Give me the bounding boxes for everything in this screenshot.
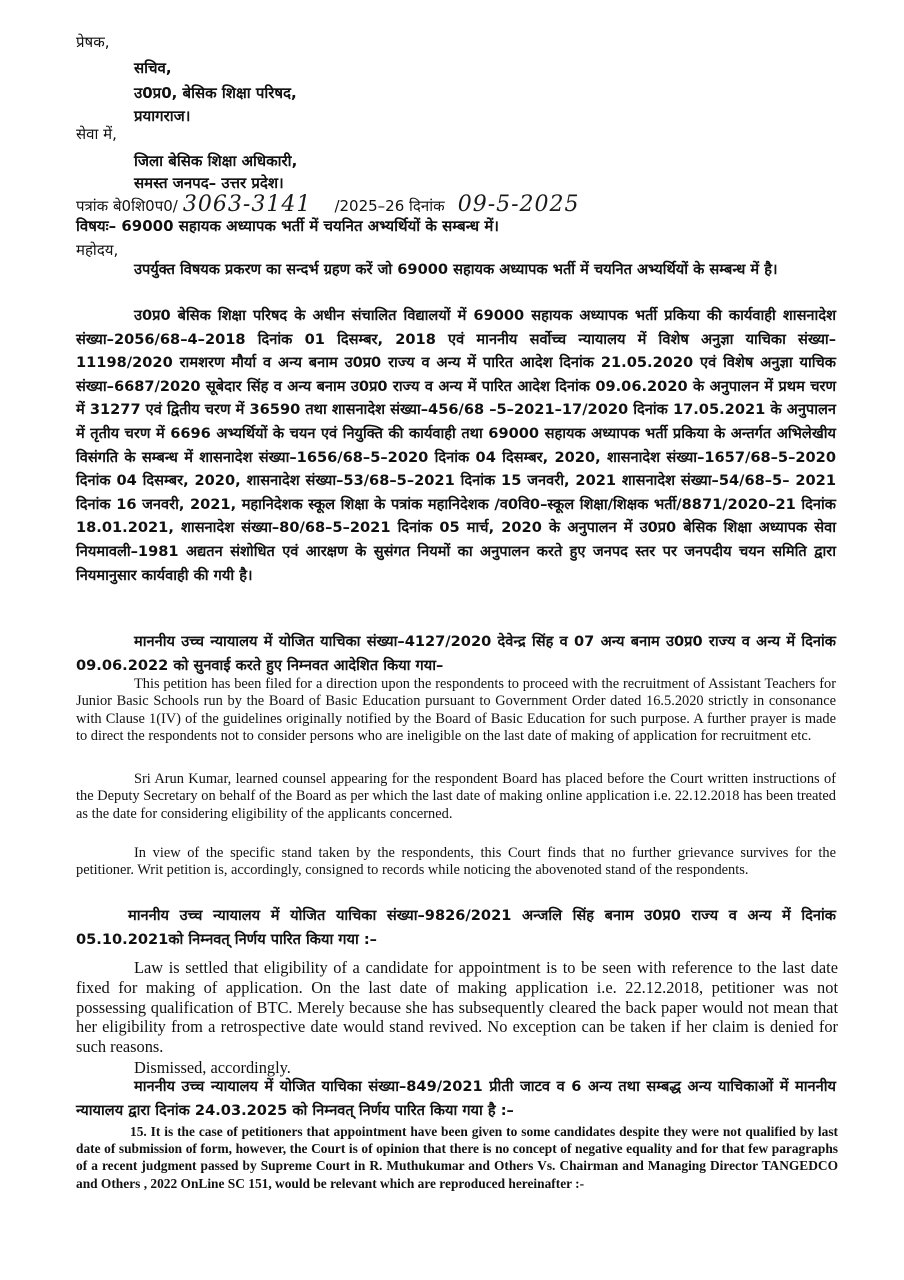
paragraph-reference: उपर्युक्त विषयक प्रकरण का सन्दर्भ ग्रहण करें जो 69000 सहायक अध्यापक भर्ती में चयनित अभ्यर्थियों के सम्बन्ध में है।: [134, 261, 778, 278]
quote-dismissed: Dismissed, accordingly.: [134, 1058, 291, 1077]
quote-judgment-9826: Law is settled that eligibility of a candidate for appointment is to be seen with reference to the last date fixed for making of application. On the last date of making application i.e. 22.12.2018, petitioner was not possessing qualification of BTC. Merely because she has subsequently cleared the back paper would not mean that her eligibility from a retrospective date would stand revived. No exception can be taken if her claim is denied for such reasons.: [76, 958, 838, 1057]
quote-petition-para-3: In view of the specific stand taken by the respondents, this Court finds that no further grievance survives for the petitioner. Writ petition is, accordingly, consigned to records while noticing the abovenoted stand of the respondents.: [76, 845, 836, 879]
salutation: महोदय,: [76, 241, 119, 259]
sender-designation: सचिव,: [134, 59, 172, 77]
sender-city: प्रयागराज।: [134, 107, 191, 125]
recipient-designation: जिला बेसिक शिक्षा अधिकारी,: [134, 152, 298, 170]
ref-suffix: /2025–26 दिनांक: [334, 197, 445, 215]
ref-number-handwritten: 3063-3141: [182, 192, 312, 217]
date-handwritten: 09-5-2025: [457, 192, 580, 217]
reference-line: [76, 192, 580, 216]
to-label: सेवा में,: [76, 125, 117, 143]
quote-judgment-849: 15. It is the case of petitioners that appointment have been given to some candidates despite they were not qualified by last date of submission of form, however, the Court is of opinion that there is no concept of negative equality and for that few paragraphs of a recent judgment passed by Supreme Court in R. Muthukumar and Others Vs. Chairman and Managing Director TANGEDCO and Others , 2022 OnLine SC 151, would be relevant which are reproduced hereinafter :-: [76, 1124, 838, 1191]
ref-prefix: पत्रांक बे0शि0प0/: [76, 197, 178, 215]
sender-office: उ0प्र0, बेसिक शिक्षा परिषद,: [134, 84, 297, 102]
paragraph-petition-4127: माननीय उच्च न्यायालय में योजित याचिका संख्या–4127/2020 देवेन्द्र सिंह व 07 अन्य बनाम उ0प्र0 राज्य व अन्य में दिनांक 09.06.2022 को सुनवाई करते हुए निम्नवत आदेशित किया गया–: [76, 633, 836, 674]
paragraph-recruitment-process: उ0प्र0 बेसिक शिक्षा परिषद के अधीन संचालित विद्यालयों में 69000 सहायक अध्यापक भर्ती प्रकिया की कार्यवाही शासनादेश संख्या–2056/68–4–2018 दिनांक 01 दिसम्बर, 2018 एवं माननीय सर्वोच्च न्यायालय में विशेष अनुज्ञा याचिका संख्या– 11198/2020 रामशरण मौर्या व अन्य बनाम उ0प्र0 राज्य व अन्य में पारित आदेश दिनांक 21.05.2020 एवं विशेष अनुज्ञा याचिक संख्या–6687/2020 सूबेदार सिंह व अन्य बनाम उ0प्र0 राज्य व अन्य में पारित आदेश दिनांक 09.06.2020 के अनुपालन में प्रथम चरण में 31277 एवं द्वितीय चरण में 36590 तथा शासनादेश संख्या–456/68 –5–2021–17/2020 दिनांक 17.05.2021 के अनुपालन में तृतीय चरण में 6696 अभ्यर्थियों के चयन एवं नियुक्ति की कार्यवाही तथा 69000 सहायक अध्यापक भर्ती प्रकिया के अन्तर्गत अभिलेखीय विसंगति के सम्बन्ध में शासनादेश संख्या–1656/68–5–2020 दिनांक 04 दिसम्बर, 2020, शासनादेश संख्या–1657/68–5–2020 दिनांक 04 दिसम्बर, 2020, शासनादेश संख्या–53/68–5–2021 दिनांक 15 जनवरी, 2021 शासनादेश संख्या–54/68–5– 2021 दिनांक 16 जनवरी, 2021, महानिदेशक स्कूल शिक्षा के पत्रांक महानिदेशक /व0वि0–स्कूल शिक्षा/शिक्षक भर्ती/8871/2020–21 दिनांक 18.01.2021, शासनादेश संख्या–80/68–5–2021 दिनांक 05 मार्च, 2020 के अनुपालन में उ0प्र0 बेसिक शिक्षा अध्यापक सेवा नियमावली–1981 अद्यतन संशोधित एवं आरक्षण के सुसंगत नियमों का अनुपालन करते हुए जनपद स्तर पर जनपदीय चयन समिति द्वारा नियमानुसार कार्यवाही की गयी है।: [76, 307, 836, 584]
from-label: प्रेषक,: [76, 33, 110, 51]
paragraph-petition-849: माननीय उच्च न्यायालय में योजित याचिका संख्या–849/2021 प्रीती जाटव व 6 अन्य तथा सम्बद्ध अन्य याचिकाओं में माननीय न्यायालय द्वारा दिनांक 24.03.2025 को निम्नवत् निर्णय पारित किया गया है :–: [76, 1078, 836, 1119]
quote-petition-para-1: This petition has been filed for a direction upon the respondents to proceed with the recruitment of Assistant Teachers for Junior Basic Schools run by the Board of Basic Education pursuant to Government Order dated 16.5.2020 strictly in consonance with Clause 1(IV) of the guidelines originally notified by the Board of Basic Education for such purpose. A further prayer is made to direct the respondents not to consider persons who are ineligible on the last date of making of application for recruitment etc.: [76, 676, 836, 745]
recipient-scope: समस्त जनपद– उत्तर प्रदेश।: [134, 174, 284, 192]
subject-line: विषयः– 69000 सहायक अध्यापक भर्ती में चयनित अभ्यर्थियों के सम्बन्ध में।: [76, 217, 499, 235]
paragraph-petition-9826: माननीय उच्च न्यायालय में योजित याचिका संख्या–9826/2021 अन्जलि सिंह बनाम उ0प्र0 राज्य व अन्य में दिनांक 05.10.2021को निम्नवत् निर्णय पारित किया गया :–: [76, 907, 836, 948]
quote-petition-para-2: Sri Arun Kumar, learned counsel appearing for the respondent Board has placed before the Court written instructions of the Deputy Secretary on behalf of the Board as per which the last date of making online application i.e. 22.12.2018 has been treated as the date for considering eligibility of the applicants concerned.: [76, 771, 836, 822]
